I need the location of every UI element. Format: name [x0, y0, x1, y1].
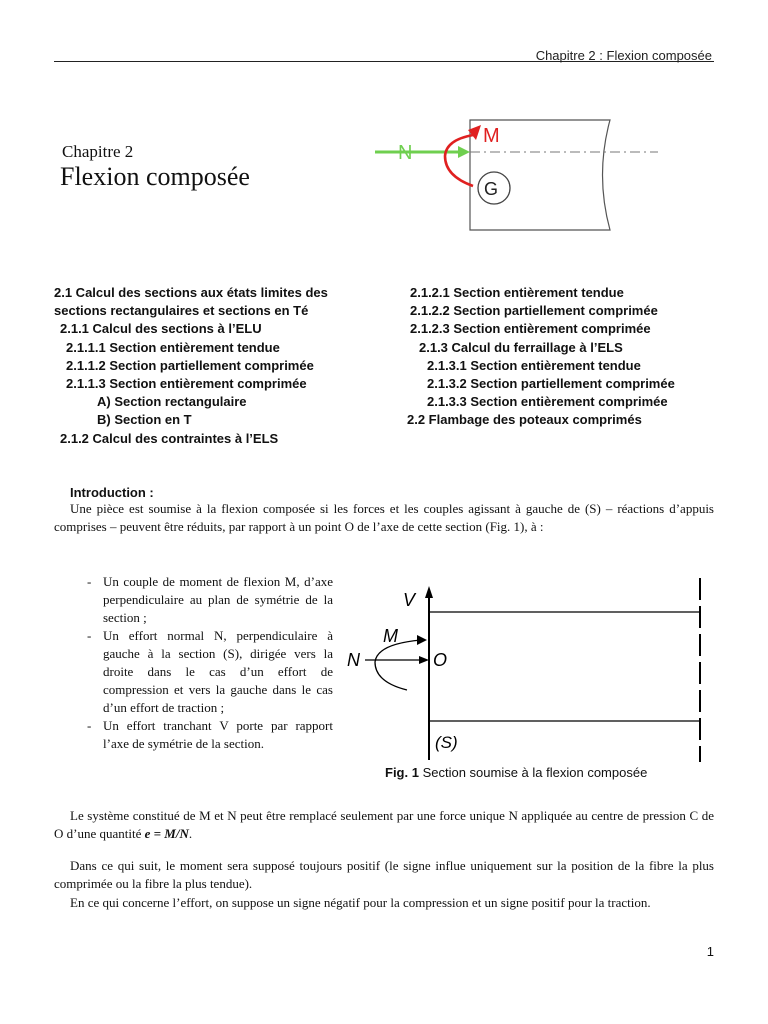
toc-item: sections rectangulaires et sections en Té: [54, 303, 309, 319]
toc-item: 2.1.2.1 Section entièrement tendue: [410, 285, 624, 300]
moment-m-arc: [375, 640, 421, 690]
moment-m-label: M: [483, 125, 500, 147]
toc-item: 2.1.1.3 Section entièrement comprimée: [66, 376, 307, 392]
shear-v-label: V: [403, 590, 416, 610]
toc-item: 2.1.3.3 Section entièrement comprimée: [427, 394, 668, 410]
toc-item: B) Section en T: [97, 412, 192, 428]
toc-item: A) Section rectangulaire: [97, 394, 247, 410]
body-paragraph: En ce qui concerne l’effort, on suppose un signe négatif pour la compression et un signe positif pour la traction.: [70, 895, 651, 910]
chapter-number: Chapitre 2: [62, 142, 134, 161]
toc-item: 2.1.2.2 Section partiellement comprimée: [410, 303, 658, 319]
bullet-marker: -: [87, 628, 92, 643]
toc-item: 2.1.3.2 Section partiellement comprimée: [427, 376, 675, 392]
chapter-title: Flexion composée: [60, 162, 250, 191]
shear-v-arrowhead: [425, 586, 433, 598]
running-header: Chapitre 2 : Flexion composée: [535, 48, 712, 63]
force-n-label: N: [398, 142, 413, 164]
toc-item: 2.1.3.1 Section entièrement tendue: [427, 357, 641, 373]
body-paragraph: Le système constitué de M et N peut être remplacé seulement par une force unique N appliquée au centre de pression C de O d’une quantité e = M/N.: [54, 808, 714, 841]
page-number: 1: [706, 944, 714, 959]
toc-item: 2.1.2 Calcul des contraintes à l’ELS: [60, 430, 279, 446]
toc-item: 2.1.1.1 Section entièrement tendue: [66, 339, 280, 355]
toc-item: 2.1.2.3 Section entièrement comprimée: [410, 321, 651, 337]
list-item: - Un effort tranchant V porte par rapport l’axe de symétrie de la section.: [87, 718, 333, 751]
toc-item: 2.1.1.2 Section partiellement comprimée: [66, 357, 314, 373]
moment-m-arc: [445, 135, 473, 186]
moment-m-arrowhead: [417, 635, 427, 645]
figure-1-diagram: [345, 570, 715, 765]
point-o-label: O: [433, 650, 448, 670]
moment-m-label: M: [383, 626, 398, 646]
header-rule: [54, 61, 714, 62]
force-n-arrowhead: [458, 146, 470, 158]
force-n-label: N: [347, 650, 360, 670]
toc-item: 2.2 Flambage des poteaux comprimés: [407, 412, 642, 428]
bullet-marker: -: [87, 718, 92, 733]
toc-item: 2.1.3 Calcul du ferraillage à l’ELS: [419, 339, 623, 355]
intro-heading: Introduction :: [70, 485, 154, 500]
figure-1-caption: Fig. 1 Section soumise à la flexion composée: [385, 765, 648, 780]
list-item: - Un effort normal N, perpendiculaire à gauche à la section (S), dirigée vers la droite dans le cas d’un effort de compression et vers la gauche dans le cas d’un effort de traction ;: [87, 628, 333, 715]
force-n-arrowhead: [419, 656, 429, 664]
body-paragraph: Dans ce qui suit, le moment sera supposé toujours positif (le signe influe uniquement sur la position de la fibre la plus comprimée ou la fibre la plus tendue).: [54, 858, 714, 891]
list-item: - Un couple de moment de flexion M, d’axe perpendiculaire au plan de symétrie de la section ;: [87, 574, 333, 625]
toc-right-column: [407, 284, 727, 430]
bullet-marker: -: [87, 574, 92, 589]
chapter-figure: [370, 110, 670, 240]
toc-item: 2.1.1 Calcul des sections à l’ELU: [60, 321, 262, 337]
eccentricity-formula: e = M/N: [144, 826, 189, 841]
force-list: [87, 573, 333, 753]
centroid-g-label: G: [484, 179, 499, 199]
toc-left-column: [54, 284, 354, 448]
toc-item: 2.1 Calcul des sections aux états limites des: [54, 285, 328, 300]
section-s-label: (S): [435, 733, 458, 752]
intro-paragraph: Une pièce est soumise à la flexion composée si les forces et les couples agissant à gauche de (S) – réactions d’appuis comprises – peuvent être réduits, par rapport à un point O de l’axe de cette section (Fig. 1), à :: [54, 501, 714, 534]
